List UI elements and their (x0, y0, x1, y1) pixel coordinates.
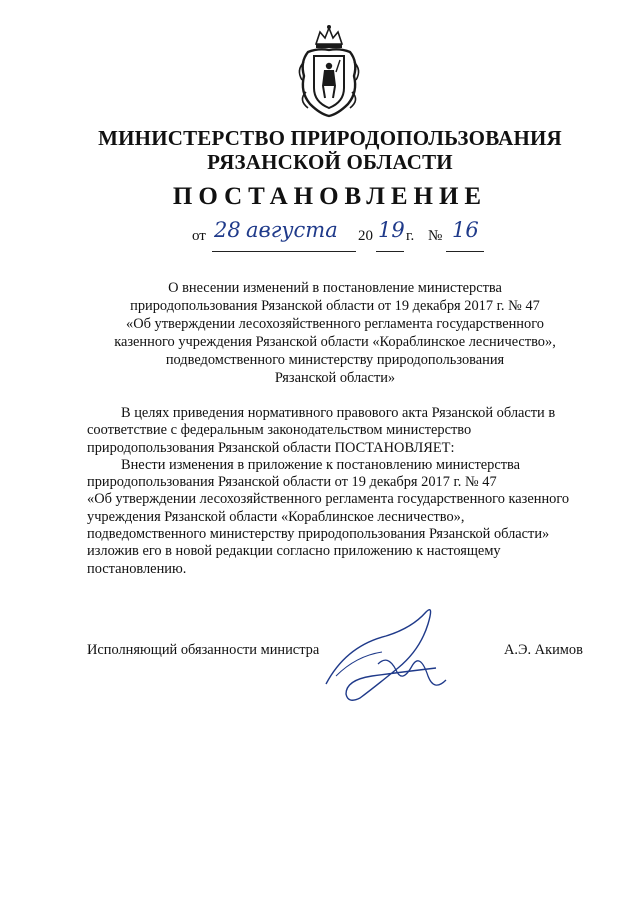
ministry-name-line2: РЯЗАНСКОЙ ОБЛАСТИ (207, 150, 453, 174)
handwritten-signature (316, 606, 456, 706)
year-suffix: 19 (378, 218, 405, 242)
body-line: постановлению. (87, 560, 187, 577)
subject-line: Рязанской области» (274, 370, 396, 386)
date-prefix: от (192, 228, 206, 244)
body-line: природопользования Рязанской области ПОСТАНОВЛЯЕТ: (87, 439, 455, 456)
subject-line: казенного учреждения Рязанской области «Кораблинское лесничество», (114, 334, 556, 350)
number-label: № (428, 228, 443, 244)
signatory-name: А.Э. Акимов (504, 642, 583, 658)
ministry-name-line1: МИНИСТЕРСТВО ПРИРОДОПОЛЬЗОВАНИЯ (98, 126, 562, 150)
body-line: природопользования Рязанской области от 19 декабря 2017 г. № 47 (87, 474, 497, 491)
document-number: 16 (452, 218, 479, 242)
decree-body (87, 405, 597, 578)
number-underline (446, 251, 484, 252)
body-line: изложив его в новой редакции согласно приложению к настоящему (87, 543, 501, 560)
body-line: учреждения Рязанской области «Кораблинское лесничество», (87, 508, 465, 525)
year-prefix: 20 (358, 228, 373, 244)
subject-line: природопользования Рязанской области от 19 декабря 2017 г. № 47 (130, 298, 540, 314)
document-type: ПОСТАНОВЛЕНИЕ (172, 183, 488, 210)
date-underline (212, 251, 356, 252)
date-number-line (0, 218, 640, 248)
coat-of-arms-icon (294, 22, 364, 120)
date-month: августа (246, 218, 338, 242)
year-postfix: г. (406, 228, 415, 244)
body-line: подведомственного министерству природопользования Рязанской области» (87, 526, 550, 543)
signatory-position: Исполняющий обязанности министра (87, 642, 320, 658)
decree-subject (100, 279, 570, 387)
year-underline (376, 251, 404, 252)
body-line: Внести изменения в приложение к постановлению министерства (121, 456, 520, 473)
date-day: 28 (214, 218, 241, 242)
subject-line: «Об утверждении лесохозяйственного регламента государственного (126, 316, 544, 332)
body-line: В целях приведения нормативного правового акта Рязанской области в (121, 405, 556, 421)
subject-line: О внесении изменений в постановление министерства (168, 280, 502, 296)
body-line: соответствие с федеральным законодательством министерство (87, 422, 472, 439)
subject-line: подведомственного министерству природопользования (165, 352, 505, 368)
body-line: «Об утверждении лесохозяйственного регламента государственного казенного (87, 491, 570, 508)
